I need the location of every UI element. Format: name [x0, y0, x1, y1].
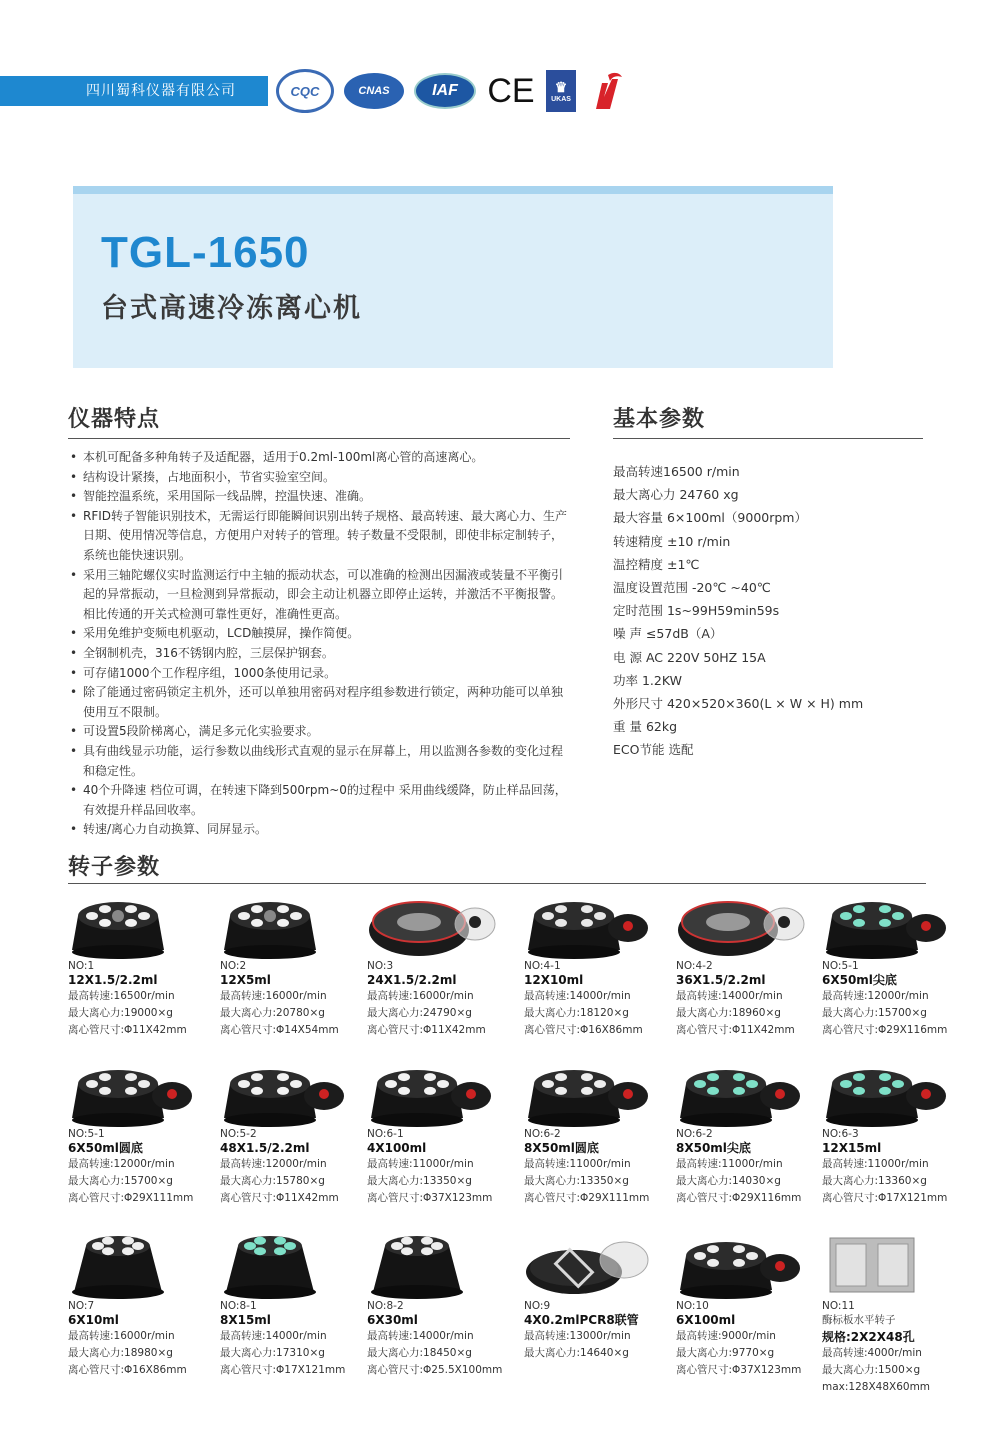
param-item: 重 量 62kg [613, 719, 678, 735]
feature-item: • 本机可配备多种角转子及适配器，适用于0.2ml-100ml离心管的高速离心。 [68, 448, 568, 468]
rotor-spec: 24X1.5/2.2ml [367, 973, 457, 987]
feature-item: • RFID转子智能识别技术，无需运行即能瞬间识别出转子规格、最高转速、最大离心力、生产日期、使用情况等信息，方便用户对转子的管理。转子数量不受限制，即使非标定制转子，系统也能快速识别。 [68, 507, 568, 566]
rotor-image [220, 890, 350, 960]
rotor-spec-line: 离心管尺寸:Φ11X42mm [367, 1024, 486, 1036]
param-item: 最高转速16500 r/min [613, 464, 740, 479]
rotor-spec-line: 最大离心力:18980×g [68, 1347, 173, 1359]
param-item: 外形尺寸 420×520×360(L × W × H) mm [613, 696, 864, 712]
rotor-image [822, 1058, 952, 1128]
rotor-image [68, 1058, 198, 1128]
rotor-spec-line: 最高转速:14000r/min [676, 990, 783, 1002]
rotor-image-wrap [367, 1058, 467, 1128]
rotor-spec-line: 最高转速:16000r/min [367, 990, 474, 1002]
feature-item: • 可设置5段阶梯离心，满足多元化实验要求。 [68, 722, 568, 742]
rotor-meta [220, 1128, 380, 1207]
product-model: TGL-1650 [101, 228, 310, 277]
rotor-number: NO:5-1 [68, 1128, 105, 1140]
rotor-spec-line: 最大离心力:15700×g [822, 1007, 927, 1019]
rotor-meta [822, 1128, 982, 1207]
rotor-meta [367, 960, 527, 1039]
param-item: 噪 声 ≤57dB（A） [613, 626, 723, 642]
title-panel [73, 194, 833, 368]
rotor-spec-line: 最大离心力:14030×g [676, 1175, 781, 1187]
rotor-spec-line: 离心管尺寸:Φ29X111mm [68, 1192, 194, 1204]
feature-item: • 结构设计紧揍，占地面积小，节省实验室空间。 [68, 468, 568, 488]
rotor-meta [524, 1128, 684, 1207]
rotor-meta [220, 1300, 380, 1379]
rotor-image [822, 890, 952, 960]
rotor-card [367, 1058, 517, 1204]
rotor-meta [68, 960, 228, 1039]
rotor-image [676, 890, 806, 960]
rotor-number: NO:11 [822, 1300, 855, 1312]
rotor-spec-line: 最高转速:11000r/min [524, 1158, 631, 1170]
rotor-spec-line: 最高转速:11000r/min [367, 1158, 474, 1170]
certification-logos [276, 66, 626, 116]
rotor-spec-line: 离心管尺寸:Φ16X86mm [68, 1364, 187, 1376]
rotor-number: NO:9 [524, 1300, 551, 1312]
rotor-image-wrap [220, 1230, 320, 1300]
rotor-spec-line: 最高转速:16000r/min [220, 990, 327, 1002]
rotor-spec-line: 最大离心力:18450×g [367, 1347, 472, 1359]
rotor-number: NO:6-2 [524, 1128, 561, 1140]
rotor-meta [220, 960, 380, 1039]
param-item: 最大离心力 24760 xg [613, 487, 739, 503]
rotor-spec-line: 最大离心力:13360×g [822, 1175, 927, 1187]
rotor-spec-line: 最大离心力:14640×g [524, 1347, 629, 1359]
rotor-spec: 12X10ml [524, 973, 584, 987]
rotor-image-wrap [822, 1058, 922, 1128]
rotor-image-wrap [676, 1058, 776, 1128]
rotor-card [220, 1058, 370, 1204]
rotor-number: NO:6-3 [822, 1128, 859, 1140]
rotor-spec-line: 最大离心力:18960×g [676, 1007, 781, 1019]
param-item: 温控精度 ±1℃ [613, 556, 700, 572]
rotor-spec: 12X15ml [822, 1141, 882, 1155]
rotor-image [367, 890, 497, 960]
rotor-spec-line: max:128X48X60mm [822, 1381, 931, 1393]
iaf-logo: IAF [414, 73, 476, 109]
rotor-spec: 8X50ml圆底 [524, 1141, 599, 1155]
rotor-spec-size: 规格:2X2X48孔 [822, 1330, 915, 1344]
rotor-spec-line: 离心管尺寸:Φ29X116mm [676, 1192, 802, 1204]
rotor-meta [676, 960, 836, 1039]
rotor-image [220, 1230, 350, 1300]
ce-logo: CE [487, 71, 535, 110]
rotor-image [68, 1230, 198, 1300]
rotor-spec-line: 最高转速:13000r/min [524, 1330, 631, 1342]
rotor-spec-line: 离心管尺寸:Φ25.5X100mm [367, 1364, 503, 1376]
title-accent-bar [73, 186, 833, 194]
rotor-spec: 6X50ml圆底 [68, 1141, 143, 1155]
feature-item: • 采用三轴陀螺仪实时监测运行中主轴的振动状态，可以准确的检测出因漏液或装量不平衡引起的异常振动，一旦检测到异常振动，即会主动让机器立即停止运转，并激活不平衡报警。相比传通的开关式检测可靠性更好，准确性更高。 [68, 566, 568, 625]
rotor-spec: 48X1.5/2.2ml [220, 1141, 310, 1155]
rotor-spec-line: 最高转速:4000r/min [822, 1347, 922, 1359]
rotor-spec-line: 最高转速:16500r/min [68, 990, 175, 1002]
rotor-card [220, 1230, 370, 1376]
rotor-number: NO:10 [676, 1300, 709, 1312]
rotor-card [676, 1058, 826, 1204]
rotor-card [68, 1058, 218, 1204]
rotor-image-wrap [68, 1230, 168, 1300]
rotor-spec-line: 最大离心力:15780×g [220, 1175, 325, 1187]
rotor-spec-line: 最高转速:14000r/min [524, 990, 631, 1002]
rotor-card [524, 1058, 674, 1204]
rotors-heading: 转子参数 [68, 855, 161, 880]
rotor-image [220, 1058, 350, 1128]
param-item: 功率 1.2KW [613, 672, 682, 688]
param-item: ECO节能 选配 [613, 742, 694, 758]
rotor-meta [676, 1300, 836, 1379]
rotor-spec-line: 离心管尺寸:Φ17X121mm [220, 1364, 346, 1376]
rotor-spec: 6X50ml尖底 [822, 973, 897, 987]
cnas-logo: CNAS [344, 73, 404, 109]
rotor-card [367, 1230, 517, 1376]
features-divider [68, 438, 570, 439]
feature-item: • 可存储1000个工作程序组，1000条使用记录。 [68, 664, 568, 684]
product-name: 台式高速冷冻离心机 [101, 293, 362, 324]
rotor-spec-line: 最大离心力:24790×g [367, 1007, 472, 1019]
rotor-meta [68, 1300, 228, 1379]
rotor-spec-line: 最高转速:11000r/min [822, 1158, 929, 1170]
rotor-spec-line: 最高转速:16000r/min [68, 1330, 175, 1342]
rotor-spec-line: 离心管尺寸:Φ11X42mm [220, 1192, 339, 1204]
rotor-card [524, 890, 674, 1036]
rotor-number: NO:8-2 [367, 1300, 404, 1312]
rotor-spec-line: 最大离心力:17310×g [220, 1347, 325, 1359]
rotor-meta [822, 1300, 982, 1396]
param-item: 电 源 AC 220V 50HZ 15A [613, 649, 766, 665]
rotor-card [524, 1230, 674, 1359]
rotors-divider [68, 883, 926, 884]
rotor-meta [676, 1128, 836, 1207]
rotor-card [676, 890, 826, 1036]
rotor-number: NO:6-1 [367, 1128, 404, 1140]
rotor-spec-line: 离心管尺寸:Φ29X111mm [524, 1192, 650, 1204]
feature-item: • 智能控温系统，采用国际一线品牌，控温快速、准确。 [68, 487, 568, 507]
rotor-meta [524, 1300, 684, 1362]
company-name-bar [0, 76, 268, 106]
rotor-spec: 12X5ml [220, 973, 271, 987]
rotor-card [822, 890, 972, 1036]
rotor-image [367, 1230, 497, 1300]
rotor-image [822, 1230, 952, 1300]
rotor-image-wrap [68, 890, 168, 960]
rotor-spec-line: 离心管尺寸:Φ29X116mm [822, 1024, 948, 1036]
params-heading: 基本参数 [613, 407, 706, 432]
rotor-number: NO:7 [68, 1300, 95, 1312]
params-divider [613, 438, 923, 439]
rotor-meta [367, 1300, 527, 1379]
rotor-spec: 酶标板水平转子 [822, 1314, 896, 1326]
rotor-image-wrap [524, 1230, 624, 1300]
rotor-number: NO:6-2 [676, 1128, 713, 1140]
brand-flame-icon [586, 69, 626, 113]
rotor-number: NO:5-1 [822, 960, 859, 972]
basic-params-list [613, 460, 933, 762]
param-item: 定时范围 1s~99H59min59s [613, 603, 780, 619]
rotor-image-wrap [676, 1230, 776, 1300]
rotor-spec-line: 最大离心力:19000×g [68, 1007, 173, 1019]
rotor-number: NO:5-2 [220, 1128, 257, 1140]
rotor-number: NO:8-1 [220, 1300, 257, 1312]
feature-item: • 除了能通过密码锁定主机外，还可以单独用密码对程序组参数进行锁定，两种功能可以单独使用互不限制。 [68, 683, 568, 722]
rotor-image [524, 1230, 654, 1300]
rotor-spec-line: 最高转速:12000r/min [822, 990, 929, 1002]
rotor-card [68, 1230, 218, 1376]
rotor-card [220, 890, 370, 1036]
rotor-image-wrap [367, 1230, 467, 1300]
rotor-image-wrap [220, 1058, 320, 1128]
feature-item: • 具有曲线显示功能，运行参数以曲线形式直观的显示在屏幕上，用以监测各参数的变化过程和稳定性。 [68, 742, 568, 781]
rotor-spec-line: 最大离心力:13350×g [524, 1175, 629, 1187]
rotor-spec-line: 最大离心力:1500×g [822, 1364, 921, 1376]
rotor-spec-line: 离心管尺寸:Φ14X54mm [220, 1024, 339, 1036]
rotor-number: NO:1 [68, 960, 95, 972]
rotor-image-wrap [822, 1230, 922, 1300]
rotor-spec-line: 离心管尺寸:Φ37X123mm [367, 1192, 493, 1204]
rotor-meta [367, 1128, 527, 1207]
rotor-card [68, 890, 218, 1036]
rotor-spec: 4X0.2mlPCR8联管 [524, 1313, 639, 1327]
param-item: 转速精度 ±10 r/min [613, 533, 731, 549]
rotor-image-wrap [220, 890, 320, 960]
rotor-image-wrap [68, 1058, 168, 1128]
rotor-spec-line: 最大离心力:20780×g [220, 1007, 325, 1019]
rotor-spec: 36X1.5/2.2ml [676, 973, 766, 987]
rotor-card [822, 1230, 972, 1393]
features-heading: 仪器特点 [68, 407, 161, 432]
rotor-spec: 6X100ml [676, 1313, 736, 1327]
rotor-spec-line: 最大离心力:18120×g [524, 1007, 629, 1019]
rotor-meta [68, 1128, 228, 1207]
rotor-spec-line: 离心管尺寸:Φ37X123mm [676, 1364, 802, 1376]
rotor-image-wrap [524, 890, 624, 960]
rotor-spec-line: 最大离心力:13350×g [367, 1175, 472, 1187]
rotor-spec-line: 最高转速:9000r/min [676, 1330, 776, 1342]
features-list [68, 448, 568, 840]
rotor-image-wrap [676, 890, 776, 960]
rotor-spec-line: 最大离心力:15700×g [68, 1175, 173, 1187]
rotor-spec-line: 最高转速:12000r/min [220, 1158, 327, 1170]
rotor-number: NO:2 [220, 960, 247, 972]
rotor-number: NO:3 [367, 960, 394, 972]
rotor-meta [822, 960, 982, 1039]
ukas-logo: ♛ UKAS [546, 70, 576, 112]
rotor-number: NO:4-2 [676, 960, 713, 972]
rotor-image-wrap [524, 1058, 624, 1128]
cqc-logo: CQC [276, 69, 334, 113]
rotor-image [676, 1058, 806, 1128]
company-name: 四川蜀科仪器有限公司 [86, 83, 236, 99]
rotor-spec-line: 最高转速:14000r/min [220, 1330, 327, 1342]
rotor-image [676, 1230, 806, 1300]
rotor-number: NO:4-1 [524, 960, 561, 972]
rotor-spec-line: 最高转速:14000r/min [367, 1330, 474, 1342]
rotor-card [676, 1230, 826, 1376]
rotor-spec: 6X30ml [367, 1313, 418, 1327]
rotor-spec-line: 最高转速:11000r/min [676, 1158, 783, 1170]
rotor-image-wrap [822, 890, 922, 960]
feature-item: • 采用免维护变频电机驱动，LCD触摸屏，操作简便。 [68, 624, 568, 644]
rotor-spec-line: 离心管尺寸:Φ11X42mm [68, 1024, 187, 1036]
feature-item: • 40个升降速 档位可调，在转速下降到500rpm~0的过程中 采用曲线缓降，防止样品回荡，有效提升样品回收率。 [68, 781, 568, 820]
rotor-image [524, 890, 654, 960]
rotor-spec: 8X50ml尖底 [676, 1141, 751, 1155]
rotor-spec-line: 离心管尺寸:Φ17X121mm [822, 1192, 948, 1204]
rotor-spec-line: 离心管尺寸:Φ16X86mm [524, 1024, 643, 1036]
rotor-spec-line: 最高转速:12000r/min [68, 1158, 175, 1170]
rotor-image [367, 1058, 497, 1128]
rotor-image-wrap [367, 890, 467, 960]
rotor-image [524, 1058, 654, 1128]
rotor-spec-line: 离心管尺寸:Φ11X42mm [676, 1024, 795, 1036]
feature-item: • 全钢制机壳，316不锈钢内腔，三层保护钢套。 [68, 644, 568, 664]
param-item: 最大容量 6×100ml（9000rpm） [613, 510, 807, 526]
param-item: 温度设置范围 -20℃ ~40℃ [613, 580, 771, 596]
rotor-spec: 4X100ml [367, 1141, 427, 1155]
rotor-spec: 6X10ml [68, 1313, 119, 1327]
rotor-card [822, 1058, 972, 1204]
rotor-spec: 12X1.5/2.2ml [68, 973, 158, 987]
rotor-spec: 8X15ml [220, 1313, 271, 1327]
feature-item: • 转速/离心力自动换算、同屏显示。 [68, 820, 568, 840]
rotor-spec-line: 最大离心力:9770×g [676, 1347, 775, 1359]
rotor-card [367, 890, 517, 1036]
rotor-image [68, 890, 198, 960]
rotor-meta [524, 960, 684, 1039]
